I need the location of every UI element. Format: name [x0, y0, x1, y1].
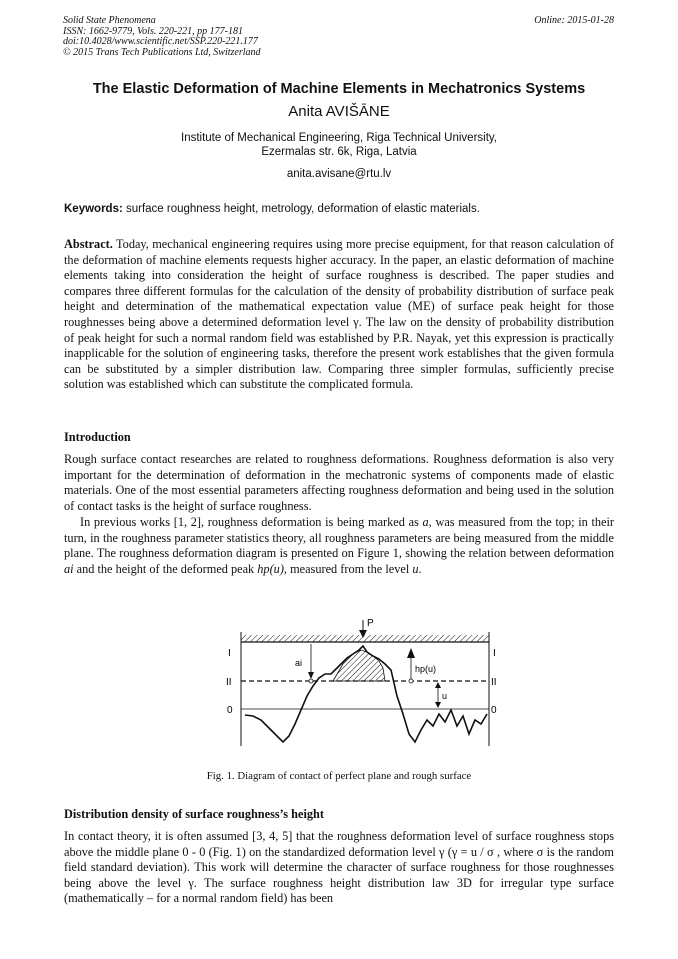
- label-hp: hp(u): [415, 664, 437, 674]
- label-zero-right: 0: [491, 705, 497, 716]
- abstract-text: Today, mechanical engineering requires using more precise equipment, for that reason calculation of the deformation of machine elements requests higher accuracy. In the paper, an elastic deformation of machine elements taking into consideration the height of surface roughness is described. The paper studies and compares three different formulas for the calculation of the density of probability distribution of surface peak height and determination of the mathematical expectation value (ME) of surface peak height for those roughnesses being above a determined deformation level γ. The law on the density of probability distribution of peak height for such a normal random field was established by P.R. Nayak, yet this expression is practically inapplicable for the solution of engineering tasks, therefore the present work establishes that the given formula can be substituted by a simpler distribution law. Comparing three simpler formulas, sufficiently precise solution was established which can substitute the complicated formula.: [64, 237, 614, 392]
- label-I-left: I: [228, 648, 231, 659]
- affiliation-line-2: Ezermalas str. 6k, Riga, Latvia: [261, 146, 417, 158]
- upper-plane-hatch: [241, 635, 489, 642]
- var-ai: ai: [64, 561, 74, 576]
- introduction-paragraph-1: Rough surface contact researches are related to roughness deformations. Roughness deformation is also very important for the determination of deformation in the mechatronic systems of components made of elastic materials. One of the most essential parameters affecting roughness deformation and being used in the solution of contact tasks is the height of surface roughness.: [64, 452, 614, 513]
- intro2-text-e: .: [418, 561, 422, 576]
- hp-arrow-head: [407, 648, 415, 658]
- var-hp: hp(u): [257, 561, 284, 576]
- label-u: u: [442, 691, 448, 701]
- intro2-text-d: , measured from the level: [283, 561, 413, 576]
- label-zero-left: 0: [227, 705, 233, 716]
- ai-point: [309, 679, 313, 683]
- var-u: u: [412, 561, 419, 576]
- label-I-right: I: [493, 648, 496, 659]
- intro2-text-c: and the height of the deformed peak: [73, 561, 258, 576]
- label-ai: ai: [295, 658, 303, 668]
- affiliation-line-1: Institute of Mechanical Engineering, Riga Technical University,: [181, 132, 497, 144]
- doi-line: doi:10.4028/www.scientific.net/SSP.220-221.177: [63, 36, 258, 48]
- affiliation: [40, 131, 638, 159]
- ai-arrow-head: [308, 672, 314, 679]
- distribution-paragraph-1: In contact theory, it is often assumed [3, 4, 5] that the roughness deformation level of surface roughness stops above the middle plane 0 - 0 (Fig. 1) on the standardized deformation level γ (γ = u / σ , where σ is the random field standard deviation). This work will determine the character of surface roughness for those roughnesses being above the level γ. The surface roughness height distribution law 3D for irregular type surface (mathematically – for a normal random field) has been: [64, 829, 614, 906]
- introduction-heading: Introduction: [64, 430, 131, 444]
- author-email: anita.avisane@rtu.lv: [286, 168, 392, 180]
- paper-title: The Elastic Deformation of Machine Elements in Mechatronics Systems: [92, 81, 586, 97]
- label-II-right: II: [491, 677, 497, 688]
- intro2-text-a: In previous works [1, 2], roughness deformation is being marked as: [80, 515, 423, 529]
- copyright-line: © 2015 Trans Tech Publications Ltd, Switzerland: [63, 46, 261, 58]
- figure-1-diagram: [225, 616, 501, 751]
- hp-point: [409, 679, 413, 683]
- introduction-paragraph-2: [64, 515, 614, 577]
- keywords-label: Keywords:: [64, 203, 123, 215]
- label-P: P: [367, 618, 374, 629]
- var-a: a: [422, 515, 429, 529]
- online-date: Online: 2015-01-28: [534, 15, 614, 26]
- author-name: Anita AVIŠĀNE: [288, 103, 390, 120]
- issn-line: ISSN: 1662-9779, Vols. 220-221, pp 177-181: [63, 25, 243, 37]
- deformed-peak-hatch: [333, 650, 385, 681]
- u-arrow-head-bottom: [435, 702, 441, 708]
- keywords: [64, 203, 624, 215]
- label-II-left: II: [226, 677, 232, 688]
- keywords-text: surface roughness height, metrology, deformation of elastic materials.: [122, 203, 480, 215]
- figure-caption: Fig. 1. Diagram of contact of perfect plane and rough surface: [206, 770, 472, 782]
- abstract: [64, 237, 614, 393]
- intro2-text-b: , was measured from the top; in their turn, in the roughness parameter statistics theory, all roughness parameters are being measured from the middle plane. The roughness deformation diagram is presented on Figure 1, showing the relation between deformation: [64, 515, 614, 561]
- journal-name: Solid State Phenomena: [63, 15, 156, 26]
- u-arrow-head-top: [435, 682, 441, 688]
- distribution-heading: Distribution density of surface roughness’s height: [64, 807, 324, 821]
- abstract-label: Abstract.: [64, 237, 113, 251]
- journal-header: [63, 16, 261, 58]
